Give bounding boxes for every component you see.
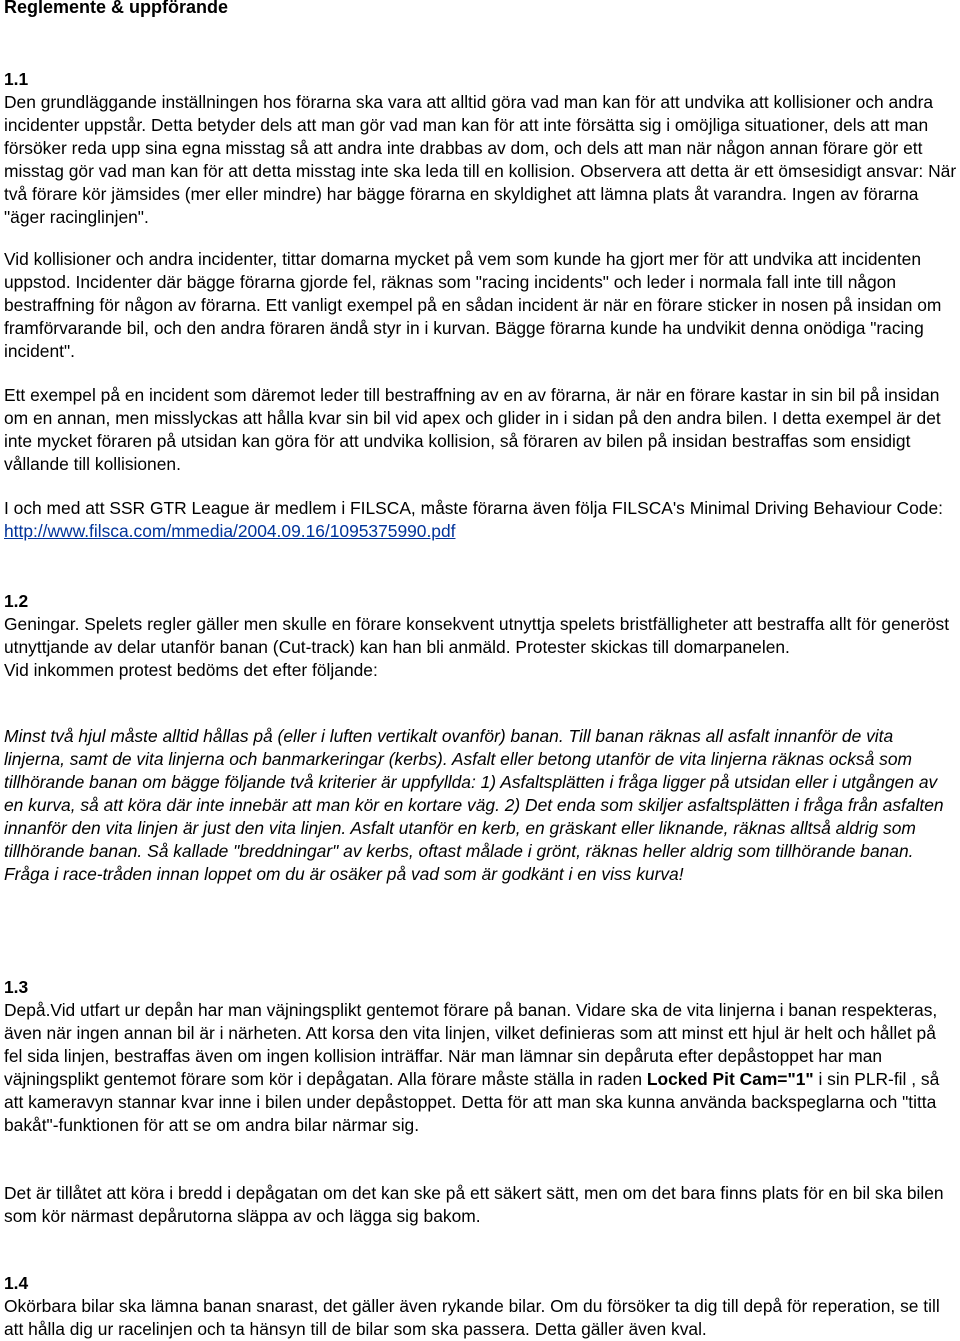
- section-1-1-paragraph-2: Vid kollisioner och andra incidenter, tittar domarna mycket på vem som kunde ha gjort mer för att undvika att incidenten uppstod. Incidenter där bägge förarna gjorde fel, räknas som "racing incidents" och leder i normala fall inte till någon bestraffning för någon av förarna. Ett vanligt exempel på en sådan incident är när en förare sticker in nosen på insidan om framförvarande bil, och den andra föraren ändå styr in i kurvan. Bägge förarna kunde ha undvikit denna onödiga "racing incident".: [4, 249, 942, 361]
- section-number: 1.2: [4, 591, 29, 611]
- section-1-4: [4, 1272, 958, 1341]
- section-1-1: [4, 68, 958, 229]
- section-1-2-rules: Minst två hjul måste alltid hållas på (eller i luften vertikalt ovanför) banan. Till banan räknas all asfalt innanför de vita linjerna, samt de vita linjerna och banmarkeringar (kerbs). Asfalt eller betong utanför de vita linjerna räknas också som tillhörande banan om bägge följande två kriterier är uppfyllda: 1) Asfaltsplätten i fråga ligger på utsidan eller i utgången av en kurva, så att köra där inte innebär att man kör en kortare väg. 2) Det enda som skiljer asfaltsplätten i fråga från asfalten innanför den vita linjen är just den vita linjen. Asfalt utanför en kerb, en gräskant eller liknande, räknas alltså aldrig som tillhörande banan. Så kallade "breddningar" av kerbs, oftast målade i grönt, räknas heller aldrig som tillhörande banan. Fråga i race-tråden innan loppet om du är osäker på vad som är godkänt i en viss kurva!: [4, 726, 944, 884]
- document-title: Reglemente & uppförande: [4, 0, 229, 17]
- paragraph: Den grundläggande inställningen hos förarna ska vara att alltid göra vad man kan för att undvika att kollisioner och andra incidenter uppstår.: [4, 92, 934, 135]
- section-1-1-paragraph-4: [4, 497, 958, 543]
- paragraph: I och med att SSR GTR League är medlem i FILSCA, måste förarna även följa FILSCA's Minimal Driving Behaviour Code:: [4, 498, 943, 518]
- section-number: 1.3: [4, 977, 29, 997]
- section-1-1-paragraph-3: Ett exempel på en incident som däremot leder till bestraffning av en av förarna, är när en förare kastar in sin bil på insidan om en annan, men misslyckas att hålla kvar sin bil vid apex och glider in i sidan på den andra bilen. I detta exempel är det inte mycket föraren på utsidan kan göra för att undvika kollision, så föraren av bilen på insidan bestraffas som ensidigt vållande till kollisionen.: [4, 385, 941, 474]
- paragraph: i sin PLR-fil , så att kameravyn stannar kvar inne i bilen under depåstoppet. Detta för att man ska kunna använda backspeglarna och "titta bakåt"-funktionen för att se om andra bilar närmar sig.: [4, 1069, 940, 1135]
- section-1-3: [4, 976, 958, 1137]
- section-1-3-paragraph-2: Det är tillåtet att köra i bredd i depågatan om det kan ske på ett säkert sätt, men om det bara finns plats för en bil ska bilen som kör närmast depårutorna släppa av och lägga sig bakom.: [4, 1183, 944, 1226]
- paragraph: Geningar. Spelets regler gäller men skulle en förare konsekvent utnyttja spelets bristfälligheter att bestraffa allt för generöst utnyttjande av delar utanför banan (Cut-track) kan han bli anmäld. Protester skickas till domarpanelen.: [4, 614, 950, 657]
- paragraph: Observera att detta är ett ömsesidigt ansvar: När två förare kör jämsides (mer eller mindre) har bägge förarna en skyldighet att lämna plats åt varandra. Ingen av förarna "äger racinglinjen".: [4, 161, 957, 227]
- section-number: 1.1: [4, 69, 29, 89]
- paragraph: Depå.Vid utfart ur depån har man väjningsplikt gentemot förare på banan. Vidare ska de vita linjerna i banan respekteras, även när ingen annan bil är i närheten. Att korsa den vita linjen, vilket definieras som att minst ett hjul är helt och hållet på fel sida linjen, bestraffas även om ingen kollision inträffar. När man lämnar sin depåruta efter depåstoppet har man väjningsplikt gentemot förare som kör i depågatan. Alla förare måste ställa in raden: [4, 1000, 938, 1089]
- filsca-pdf-link[interactable]: http://www.filsca.com/mmedia/2004.09.16/1095375990.pdf: [4, 521, 456, 541]
- section-number: 1.4: [4, 1273, 29, 1293]
- paragraph: Vid inkommen protest bedöms det efter följande:: [4, 660, 378, 680]
- paragraph: Detta betyder dels att man gör vad man kan för att inte försätta sig i omöjliga situationer, dels att man försöker reda upp sina egna misstag så att andra inte drabbas av dom, och dels att man när någon annan förare gör ett misstag gör vad man kan för att detta misstag inte ska leda till en kollision.: [4, 115, 929, 181]
- section-1-2: [4, 590, 958, 682]
- locked-pit-cam-setting: Locked Pit Cam="1": [646, 1069, 814, 1089]
- paragraph: Okörbara bilar ska lämna banan snarast, det gäller även rykande bilar. Om du försöker ta dig till depå för reperation, se till att hålla dig ur racelinjen och ta hänsyn till de bilar som ska passera. Detta gäller även kval.: [4, 1296, 940, 1339]
